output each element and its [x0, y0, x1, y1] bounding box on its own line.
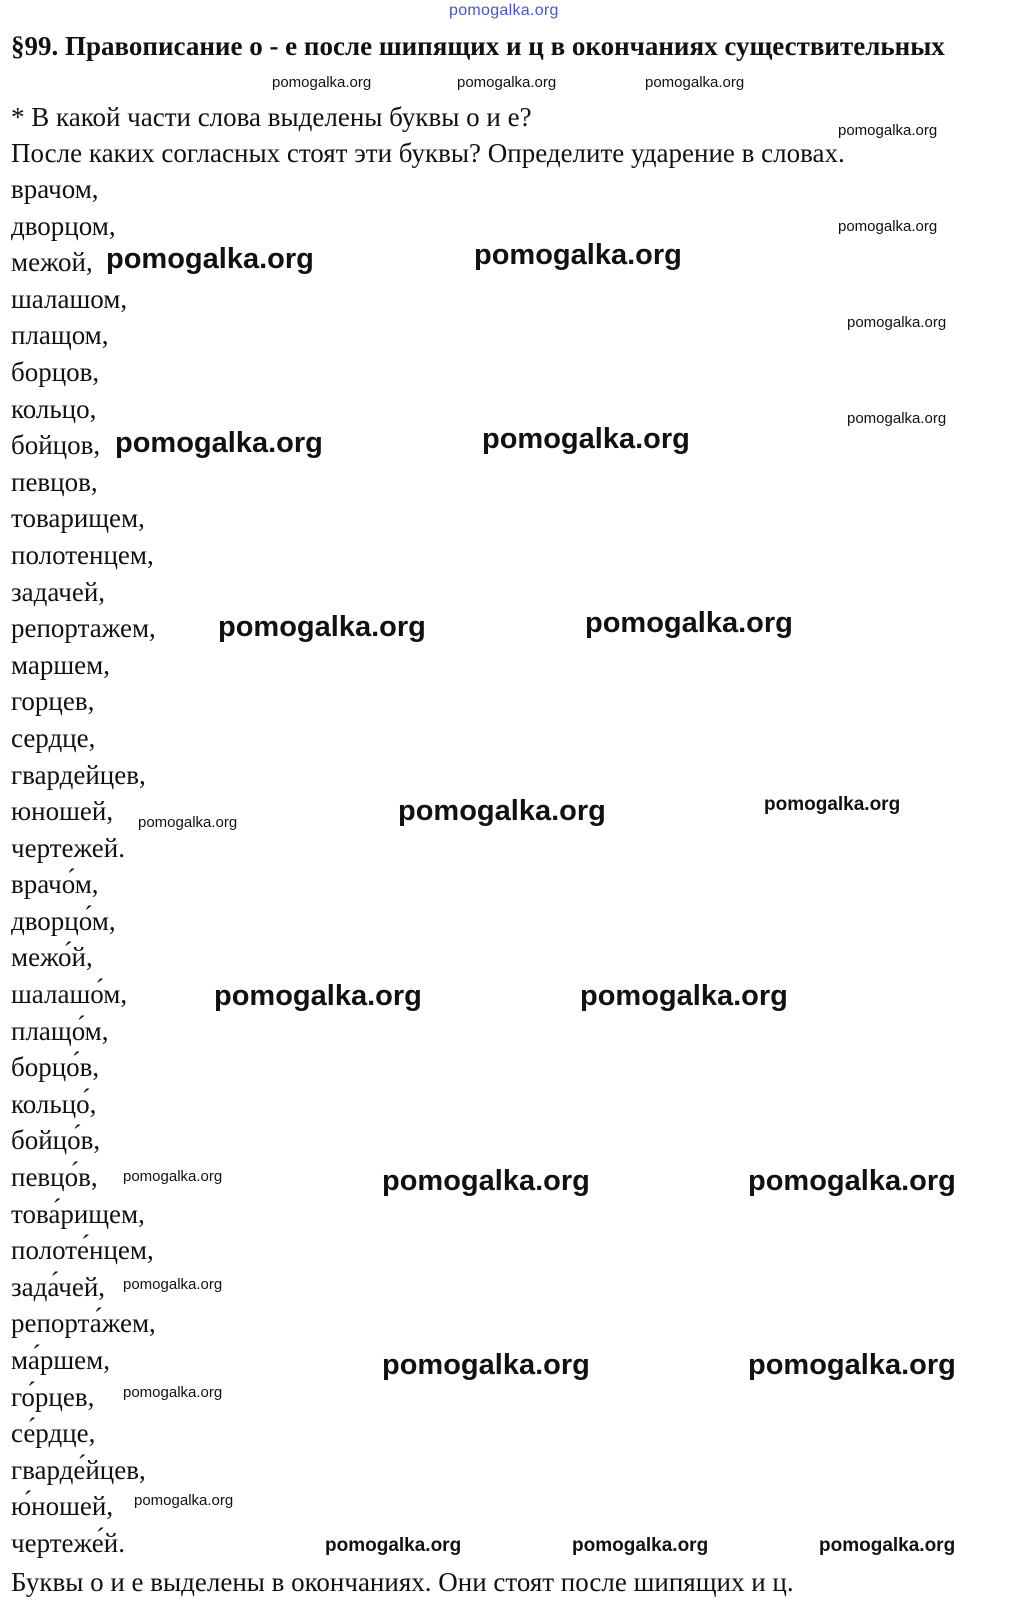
watermark: pomogalka.org [106, 243, 314, 275]
word-item: юношей, [11, 796, 114, 827]
top-watermark: pomogalka.org [449, 2, 559, 19]
watermark: pomogalka.org [580, 980, 788, 1012]
word-item: кольцо, [11, 393, 97, 424]
watermark: pomogalka.org [214, 980, 422, 1012]
word-item: плащом, [11, 320, 109, 351]
word-item: бойцов, [11, 430, 101, 461]
stressed-word-item: чертеже́й. [11, 1527, 125, 1558]
word-list [11, 171, 156, 1562]
stressed-word-item: се́рдце, [11, 1418, 96, 1449]
watermark: pomogalka.org [398, 795, 606, 827]
stressed-word-item: певцо́в, [11, 1162, 98, 1193]
stressed-word-item: дворцо́м, [11, 905, 116, 936]
word-item: товарищем, [11, 503, 145, 534]
word-item: дворцом, [11, 210, 116, 241]
watermark: pomogalka.org [572, 1535, 709, 1556]
watermark: pomogalka.org [474, 239, 682, 271]
watermark: pomogalka.org [272, 74, 372, 91]
word-item: шалашом, [11, 283, 128, 314]
stressed-word-item: межо́й, [11, 942, 93, 973]
word-item: полотенцем, [11, 539, 154, 570]
stressed-word-item: ма́ршем, [11, 1345, 110, 1375]
watermark: pomogalka.org [585, 607, 793, 639]
word-item: чертежей. [11, 832, 125, 863]
watermark: pomogalka.org [123, 1168, 223, 1185]
watermark: pomogalka.org [838, 218, 938, 235]
word-item: сердце, [11, 722, 96, 753]
word-item: задачей, [11, 576, 106, 607]
watermark: pomogalka.org [382, 1165, 590, 1197]
watermark: pomogalka.org [138, 814, 238, 831]
stressed-word-item: бойцо́в, [11, 1125, 101, 1156]
watermark: pomogalka.org [748, 1349, 956, 1381]
watermark: pomogalka.org [764, 794, 901, 815]
word-item: певцов, [11, 466, 98, 497]
word-item: борцов, [11, 356, 100, 387]
watermark: pomogalka.org [325, 1535, 462, 1556]
word-item: гвардейцев, [11, 759, 146, 790]
stressed-word-item: го́рцев, [11, 1381, 95, 1412]
watermark: pomogalka.org [748, 1165, 956, 1197]
word-item: межой, [11, 247, 93, 278]
stressed-word-item: репорта́жем, [11, 1308, 156, 1339]
watermark: pomogalka.org [838, 122, 938, 139]
page-title: §99. Правописание о - е после шипящих и ц в окончаниях существительных [11, 31, 945, 61]
stressed-word-item: кольцо́, [11, 1088, 97, 1119]
watermark: pomogalka.org [482, 423, 690, 455]
watermark: pomogalka.org [218, 611, 426, 643]
stressed-word-item: шалашо́м, [11, 979, 128, 1010]
watermark: pomogalka.org [134, 1492, 234, 1509]
watermark: pomogalka.org [123, 1276, 223, 1293]
stressed-word-item: борцо́в, [11, 1052, 100, 1083]
stressed-word-item: ю́ношей, [11, 1491, 114, 1522]
stressed-word-item: гварде́йцев, [11, 1454, 146, 1485]
watermark: pomogalka.org [382, 1349, 590, 1381]
watermark: pomogalka.org [819, 1535, 956, 1556]
word-item: репортажем, [11, 613, 156, 644]
watermark: pomogalka.org [847, 314, 947, 331]
stressed-word-item: плащо́м, [11, 1015, 109, 1046]
stressed-word-item: полоте́нцем, [11, 1235, 154, 1266]
watermark: pomogalka.org [645, 74, 745, 91]
watermark: pomogalka.org [457, 74, 557, 91]
watermark: pomogalka.org [123, 1384, 223, 1401]
stressed-word-item: врачо́м, [11, 869, 99, 900]
word-item: горцев, [11, 686, 95, 717]
stressed-word-item: зада́чей, [11, 1271, 106, 1302]
watermark: pomogalka.org [847, 410, 947, 427]
stressed-word-item: това́рищем, [11, 1198, 145, 1229]
question-line-2: После каких согласных стоят эти буквы? Определите ударение в словах. [11, 138, 845, 168]
word-item: врачом, [11, 174, 99, 204]
answer-text: Буквы о и е выделены в окончаниях. Они стоят после шипящих и ц. [11, 1567, 794, 1597]
word-item: маршем, [11, 649, 110, 680]
question-line-1: * В какой части слова выделены буквы о и е? [11, 102, 532, 132]
watermark: pomogalka.org [115, 427, 323, 459]
